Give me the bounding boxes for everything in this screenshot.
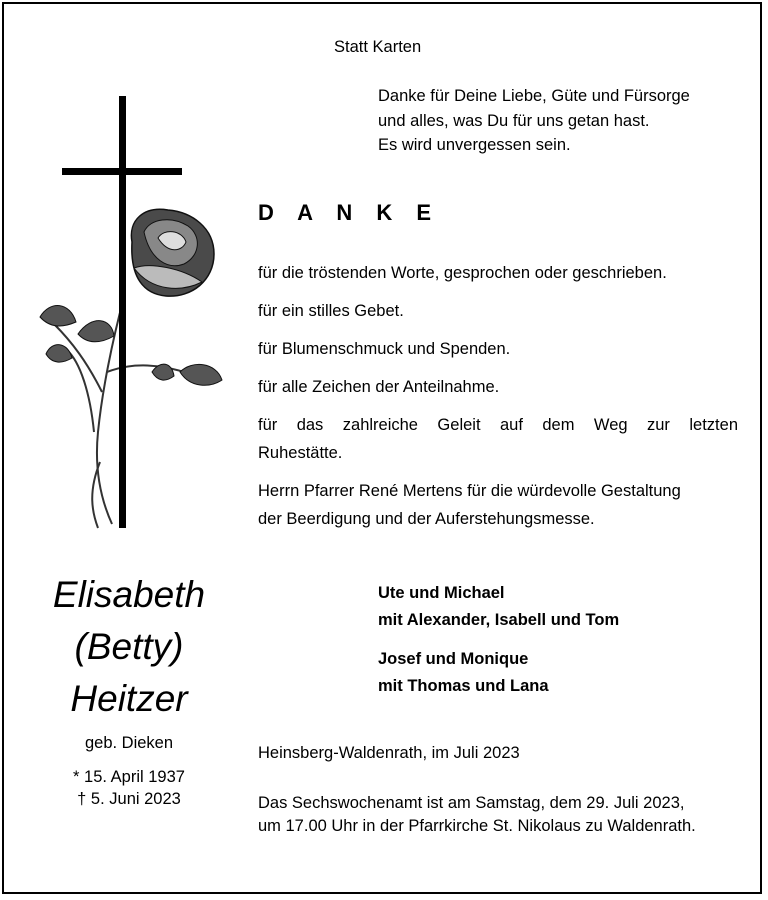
- danke-heading: D A N K E: [258, 200, 441, 225]
- deceased-first-name: Elisabeth: [52, 574, 206, 615]
- thanks-line-5b: Ruhestätte.: [258, 444, 343, 462]
- thanks-line-5a: für das zahlreiche Geleit auf dem Weg zur letzten: [258, 416, 738, 434]
- rose-bloom: [131, 209, 214, 296]
- rose-leaves: [40, 306, 222, 386]
- place-date: Heinsberg-Waldenrath, im Juli 2023: [258, 744, 520, 762]
- thanks-line-6b: der Beerdigung und der Auferstehungsmesse.: [258, 510, 595, 528]
- family-group-2-line-2: mit Thomas und Lana: [378, 677, 549, 695]
- service-line-1: Das Sechswochenamt ist am Samstag, dem 29. Juli 2023,: [258, 794, 685, 812]
- service-line-2: um 17.00 Uhr in der Pfarrkirche St. Nikolaus zu Waldenrath.: [258, 817, 696, 835]
- death-date: † 5. Juni 2023: [77, 790, 181, 808]
- cross-icon: [62, 96, 182, 528]
- family-group-1-line-2: mit Alexander, Isabell und Tom: [378, 611, 620, 629]
- birth-date: * 15. April 1937: [73, 768, 185, 786]
- statt-karten-label: Statt Karten: [334, 38, 422, 56]
- family-group-2-line-1: Josef und Monique: [378, 650, 529, 668]
- thanks-line-2: für ein stilles Gebet.: [258, 302, 404, 320]
- maiden-name: geb. Dieken: [84, 734, 174, 752]
- family-group-1-line-1: Ute und Michael: [378, 584, 505, 602]
- deceased-last-name: Heitzer: [70, 678, 188, 719]
- thanks-line-3: für Blumenschmuck und Spenden.: [258, 340, 511, 358]
- quote-line-3: Es wird unvergessen sein.: [378, 136, 571, 154]
- thanks-line-4: für alle Zeichen der Anteilnahme.: [258, 378, 500, 396]
- quote-line-1: Danke für Deine Liebe, Güte und Fürsorge: [378, 87, 690, 105]
- cross-rose-illustration: [32, 92, 232, 532]
- thanks-line-6a: Herrn Pfarrer René Mertens für die würdevolle Gestaltung: [258, 482, 681, 500]
- obituary-card: [2, 2, 762, 894]
- deceased-nickname: (Betty): [74, 626, 184, 667]
- quote-block: [378, 84, 748, 158]
- thanks-line-1: für die tröstenden Worte, gesprochen oder geschrieben.: [258, 264, 667, 282]
- quote-line-2: und alles, was Du für uns getan hast.: [378, 111, 650, 130]
